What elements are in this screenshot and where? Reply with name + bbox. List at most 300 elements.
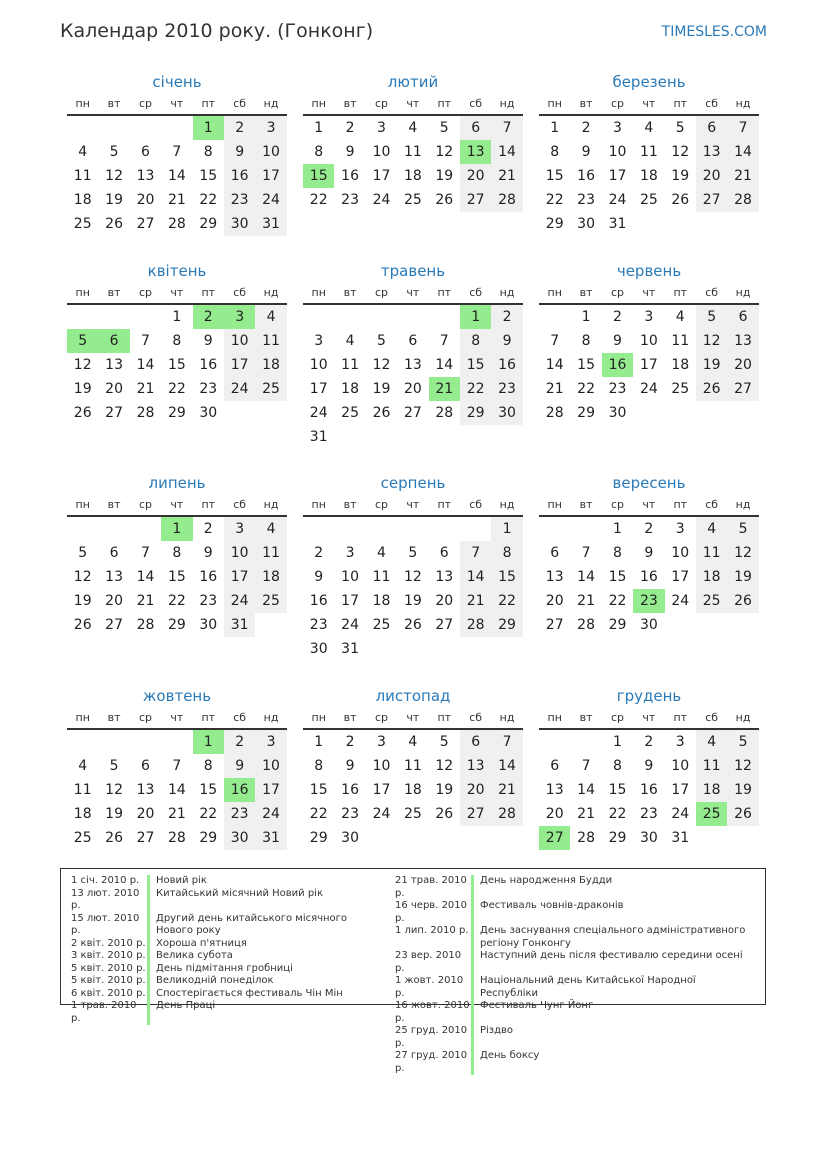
- day-cell: 27: [460, 188, 491, 212]
- day-cell: 23: [199, 381, 218, 397]
- day-cell: 2: [203, 521, 213, 537]
- day-cell: 7: [439, 333, 449, 349]
- weekday-label: чт: [642, 286, 656, 299]
- day-grid: [67, 517, 287, 637]
- day-cell: 5: [696, 305, 727, 329]
- day-cell: 18: [403, 168, 422, 184]
- day-cell: 5: [78, 545, 88, 561]
- weekday-label: чт: [406, 286, 420, 299]
- weekday-header: [539, 495, 759, 517]
- day-cell: 29: [199, 216, 218, 232]
- holiday-day: 16: [602, 353, 633, 377]
- day-cell: 2: [581, 120, 591, 136]
- day-cell: 8: [613, 545, 622, 561]
- weekday-label: пн: [547, 498, 562, 511]
- day-cell: 23: [491, 377, 522, 401]
- month-name: лютий: [387, 73, 439, 91]
- day-cell: 16: [639, 782, 658, 798]
- weekday-label: чт: [406, 711, 420, 724]
- weekday-label: пн: [547, 286, 562, 299]
- empty-cell: [539, 517, 570, 541]
- day-cell: 22: [167, 593, 186, 609]
- day-cell: 24: [671, 806, 690, 822]
- weekday-label: пт: [673, 498, 688, 511]
- day-cell: 8: [491, 541, 522, 565]
- weekday-label: сб: [469, 498, 483, 511]
- day-cell: 6: [109, 545, 119, 561]
- month-block: [303, 684, 523, 850]
- day-cell: 19: [727, 778, 758, 802]
- weekday-label: сб: [705, 97, 719, 110]
- weekday-header: [67, 283, 287, 305]
- weekday-label: нд: [263, 286, 279, 299]
- day-cell: 28: [491, 188, 522, 212]
- day-cell: 13: [136, 782, 155, 798]
- day-cell: 8: [314, 758, 324, 774]
- weekday-label: пн: [75, 498, 90, 511]
- legend-item: [395, 1050, 755, 1075]
- day-cell: 8: [550, 144, 560, 160]
- day-cell: 3: [314, 333, 324, 349]
- day-cell: 24: [309, 405, 328, 421]
- day-cell: 29: [545, 216, 564, 232]
- legend-item: [71, 950, 381, 963]
- day-cell: 8: [203, 144, 213, 160]
- day-grid: [539, 730, 759, 850]
- day-cell: 14: [491, 140, 522, 164]
- day-cell: 8: [581, 333, 591, 349]
- day-cell: 20: [136, 806, 155, 822]
- day-cell: 24: [372, 192, 391, 208]
- day-cell: 17: [224, 353, 255, 377]
- day-cell: 31: [341, 641, 359, 657]
- legend-item: [395, 925, 755, 950]
- weekday-label: пт: [201, 286, 216, 299]
- empty-cell: [98, 517, 129, 541]
- day-grid: [303, 116, 523, 212]
- day-cell: 28: [577, 830, 595, 846]
- day-cell: 16: [199, 357, 218, 373]
- empty-cell: [130, 730, 161, 754]
- day-cell: 13: [105, 357, 123, 373]
- day-cell: 3: [255, 730, 286, 754]
- day-cell: 1: [314, 734, 324, 750]
- day-cell: 27: [696, 188, 727, 212]
- empty-cell: [161, 730, 192, 754]
- legend-holiday-name: Фестиваль Чунг Йонг: [471, 1000, 593, 1025]
- empty-cell: [429, 305, 460, 329]
- day-cell: 25: [255, 589, 286, 613]
- day-cell: 23: [309, 617, 328, 633]
- weekday-label: чт: [406, 97, 420, 110]
- weekday-label: сб: [705, 286, 719, 299]
- day-cell: 26: [105, 830, 123, 846]
- legend-date: 21 трав. 2010 р.: [395, 875, 467, 899]
- legend-date: 13 лют. 2010 р.: [71, 887, 140, 911]
- empty-cell: [570, 517, 601, 541]
- month-name: жовтень: [142, 687, 212, 705]
- day-grid: [67, 116, 287, 236]
- day-cell: 7: [550, 333, 560, 349]
- weekday-label: пн: [311, 286, 326, 299]
- empty-cell: [130, 517, 161, 541]
- month-block: [539, 471, 759, 637]
- day-cell: 15: [167, 357, 186, 373]
- weekday-label: сб: [469, 711, 483, 724]
- day-cell: 30: [341, 830, 359, 846]
- day-cell: 17: [255, 164, 286, 188]
- day-cell: 19: [727, 565, 758, 589]
- day-cell: 3: [644, 309, 654, 325]
- day-cell: 25: [639, 192, 658, 208]
- day-cell: 9: [203, 333, 213, 349]
- weekday-label: пт: [201, 711, 216, 724]
- day-cell: 12: [435, 144, 454, 160]
- day-cell: 2: [345, 734, 355, 750]
- day-cell: 21: [545, 381, 564, 397]
- day-cell: 11: [255, 329, 286, 353]
- empty-cell: [98, 305, 129, 329]
- day-cell: 22: [199, 192, 218, 208]
- holiday-day: 13: [460, 140, 491, 164]
- day-cell: 12: [105, 168, 123, 184]
- day-cell: 26: [372, 405, 391, 421]
- day-cell: 12: [73, 569, 92, 585]
- day-cell: 5: [727, 730, 758, 754]
- weekday-label: пт: [673, 711, 688, 724]
- day-cell: 27: [460, 802, 491, 826]
- day-cell: 14: [460, 565, 491, 589]
- day-cell: 18: [73, 192, 92, 208]
- legend-holiday-name: Велика субота: [147, 950, 233, 963]
- month-block: [303, 259, 523, 449]
- day-grid: [539, 116, 759, 236]
- day-cell: 1: [491, 517, 522, 541]
- holiday-legend: [60, 868, 766, 1074]
- day-cell: 19: [671, 168, 690, 184]
- weekday-label: нд: [499, 498, 515, 511]
- day-cell: 4: [696, 730, 727, 754]
- empty-cell: [161, 116, 192, 140]
- weekday-label: нд: [499, 97, 515, 110]
- day-cell: 20: [435, 593, 454, 609]
- day-cell: 22: [608, 806, 627, 822]
- day-cell: 20: [545, 806, 564, 822]
- day-cell: 25: [403, 192, 422, 208]
- day-cell: 22: [167, 381, 186, 397]
- month-block: [303, 70, 523, 212]
- weekday-label: чт: [642, 498, 656, 511]
- day-cell: 11: [403, 144, 422, 160]
- legend-date: 6 квіт. 2010 р.: [71, 987, 146, 999]
- day-cell: 21: [727, 164, 758, 188]
- day-cell: 22: [309, 192, 328, 208]
- page-title: Календар 2010 року. (Гонконг): [60, 20, 374, 42]
- day-cell: 20: [727, 353, 758, 377]
- day-cell: 27: [727, 377, 758, 401]
- day-cell: 24: [608, 192, 627, 208]
- day-cell: 8: [613, 758, 622, 774]
- weekday-label: сб: [233, 97, 247, 110]
- empty-cell: [303, 305, 334, 329]
- legend-holiday-name: День боксу: [471, 1050, 539, 1075]
- weekday-label: нд: [263, 498, 279, 511]
- day-cell: 11: [639, 144, 658, 160]
- legend-holiday-name: Китайський місячний Новий рік: [147, 888, 323, 913]
- day-cell: 25: [696, 589, 727, 613]
- day-cell: 25: [341, 405, 359, 421]
- legend-holiday-name: Наступний день після фестивалю середини осені: [471, 950, 743, 975]
- weekday-label: ср: [138, 498, 152, 511]
- weekday-label: чт: [170, 498, 184, 511]
- day-cell: 30: [608, 405, 627, 421]
- holiday-day: 1: [161, 517, 192, 541]
- weekday-label: ср: [138, 711, 152, 724]
- weekday-label: вт: [343, 286, 357, 299]
- day-cell: 11: [341, 357, 359, 373]
- day-cell: 6: [696, 116, 727, 140]
- empty-cell: [130, 305, 161, 329]
- weekday-label: пт: [437, 286, 452, 299]
- weekday-label: ср: [138, 286, 152, 299]
- day-cell: 9: [644, 758, 654, 774]
- day-cell: 12: [73, 357, 92, 373]
- weekday-label: сб: [469, 286, 483, 299]
- day-cell: 28: [167, 216, 186, 232]
- day-cell: 8: [460, 329, 491, 353]
- weekday-label: пн: [311, 711, 326, 724]
- legend-item: [71, 888, 381, 913]
- day-cell: 21: [577, 806, 595, 822]
- day-cell: 23: [224, 802, 255, 826]
- day-cell: 7: [172, 144, 182, 160]
- legend-item: [395, 1025, 755, 1050]
- weekday-label: вт: [343, 711, 357, 724]
- day-cell: 16: [639, 569, 658, 585]
- day-cell: 15: [309, 782, 328, 798]
- empty-cell: [303, 517, 334, 541]
- day-cell: 6: [141, 144, 150, 160]
- day-cell: 19: [403, 593, 422, 609]
- day-cell: 14: [136, 357, 155, 373]
- holiday-day: 1: [460, 305, 491, 329]
- day-cell: 15: [545, 168, 564, 184]
- day-cell: 6: [141, 758, 150, 774]
- legend-date: 5 квіт. 2010 р.: [71, 962, 146, 974]
- day-cell: 4: [675, 309, 685, 325]
- day-cell: 6: [408, 333, 418, 349]
- weekday-label: нд: [735, 711, 751, 724]
- day-cell: 11: [255, 541, 286, 565]
- weekday-label: ср: [610, 97, 624, 110]
- legend-holiday-name: Великодній понеділок: [147, 975, 274, 988]
- weekday-label: вт: [107, 711, 121, 724]
- empty-cell: [67, 517, 98, 541]
- empty-cell: [334, 517, 365, 541]
- weekday-label: пт: [437, 498, 452, 511]
- empty-cell: [539, 730, 570, 754]
- month-block: [67, 70, 287, 236]
- empty-cell: [429, 517, 460, 541]
- month-block: [303, 471, 523, 661]
- weekday-label: пн: [311, 498, 326, 511]
- day-cell: 19: [435, 168, 454, 184]
- month-name: вересень: [612, 474, 686, 492]
- day-cell: 9: [345, 144, 355, 160]
- day-cell: 2: [224, 116, 255, 140]
- weekday-header: [303, 495, 523, 517]
- legend-holiday-name: День Праці: [147, 1000, 215, 1025]
- weekday-label: нд: [499, 286, 515, 299]
- day-cell: 6: [439, 545, 449, 561]
- day-grid: [67, 305, 287, 425]
- day-cell: 20: [696, 164, 727, 188]
- legend-item: [395, 950, 755, 975]
- legend-item: [71, 975, 381, 988]
- legend-item: [71, 875, 381, 888]
- day-cell: 21: [460, 589, 491, 613]
- day-cell: 6: [460, 730, 491, 754]
- day-grid: [539, 517, 759, 637]
- legend-date: 5 квіт. 2010 р.: [71, 975, 146, 986]
- legend-item: [71, 1000, 381, 1025]
- day-cell: 14: [577, 782, 595, 798]
- day-cell: 18: [255, 565, 286, 589]
- day-cell: 9: [613, 333, 622, 349]
- day-cell: 22: [491, 589, 522, 613]
- day-cell: 18: [671, 357, 690, 373]
- weekday-header: [67, 94, 287, 116]
- holiday-day: 2: [193, 305, 224, 329]
- day-cell: 28: [136, 405, 155, 421]
- legend-item: [395, 900, 755, 925]
- day-cell: 5: [439, 120, 449, 136]
- empty-cell: [67, 305, 98, 329]
- day-cell: 20: [105, 381, 123, 397]
- weekday-label: вт: [107, 97, 121, 110]
- legend-holiday-name: Фестиваль човнів-драконів: [471, 900, 624, 925]
- day-cell: 2: [345, 120, 355, 136]
- day-cell: 20: [460, 778, 491, 802]
- weekday-label: ср: [374, 97, 388, 110]
- day-cell: 21: [491, 164, 522, 188]
- weekday-header: [303, 283, 523, 305]
- day-cell: 23: [199, 593, 218, 609]
- day-cell: 4: [408, 120, 418, 136]
- day-cell: 16: [491, 353, 522, 377]
- weekday-label: вт: [343, 498, 357, 511]
- site-link[interactable]: TIMESLES.COM: [661, 24, 767, 40]
- legend-date: 16 черв. 2010 р.: [395, 900, 468, 924]
- month-block: [539, 259, 759, 425]
- day-cell: 30: [309, 641, 328, 657]
- day-cell: 25: [255, 377, 286, 401]
- day-cell: 27: [136, 216, 155, 232]
- day-cell: 4: [255, 517, 286, 541]
- day-cell: 2: [491, 305, 522, 329]
- day-cell: 1: [172, 309, 182, 325]
- day-cell: 16: [224, 164, 255, 188]
- month-name: травень: [380, 262, 446, 280]
- month-block: [67, 259, 287, 425]
- empty-cell: [98, 730, 129, 754]
- day-cell: 18: [639, 168, 658, 184]
- legend-date: 16 жовт. 2010 р.: [395, 1000, 470, 1024]
- day-cell: 22: [309, 806, 328, 822]
- empty-cell: [67, 730, 98, 754]
- legend-holiday-name: День заснування спеціального адміністративного регіону Гонконгу: [471, 925, 755, 950]
- weekday-label: вт: [107, 498, 121, 511]
- empty-cell: [397, 305, 428, 329]
- day-cell: 13: [460, 754, 491, 778]
- day-cell: 26: [727, 802, 758, 826]
- month-name: червень: [616, 262, 682, 280]
- day-cell: 6: [727, 305, 758, 329]
- day-cell: 31: [671, 830, 690, 846]
- day-cell: 18: [696, 778, 727, 802]
- day-cell: 23: [608, 381, 627, 397]
- day-cell: 10: [255, 754, 286, 778]
- day-cell: 28: [435, 405, 454, 421]
- day-cell: 4: [78, 144, 88, 160]
- day-cell: 17: [224, 565, 255, 589]
- day-cell: 5: [675, 120, 685, 136]
- day-cell: 30: [224, 826, 255, 850]
- day-cell: 17: [255, 778, 286, 802]
- day-cell: 11: [73, 782, 92, 798]
- day-cell: 7: [141, 333, 150, 349]
- day-cell: 4: [644, 120, 654, 136]
- legend-date: 15 лют. 2010 р.: [71, 912, 140, 936]
- day-cell: 8: [172, 333, 182, 349]
- day-cell: 23: [341, 192, 359, 208]
- day-cell: 27: [136, 830, 155, 846]
- weekday-label: ср: [610, 286, 624, 299]
- day-cell: 31: [255, 826, 286, 850]
- day-cell: 12: [105, 782, 123, 798]
- day-cell: 18: [73, 806, 92, 822]
- day-cell: 9: [224, 140, 255, 164]
- weekday-label: нд: [499, 711, 515, 724]
- day-cell: 18: [372, 593, 391, 609]
- day-cell: 5: [727, 517, 758, 541]
- day-cell: 7: [581, 545, 591, 561]
- day-cell: 22: [545, 192, 564, 208]
- day-cell: 3: [675, 521, 685, 537]
- day-cell: 15: [460, 353, 491, 377]
- day-cell: 28: [577, 617, 595, 633]
- day-cell: 30: [199, 617, 218, 633]
- day-cell: 29: [167, 405, 186, 421]
- weekday-label: сб: [233, 711, 247, 724]
- holiday-day: 3: [224, 305, 255, 329]
- day-cell: 28: [491, 802, 522, 826]
- day-cell: 22: [577, 381, 595, 397]
- weekday-header: [303, 708, 523, 730]
- day-cell: 29: [491, 613, 522, 637]
- day-cell: 5: [109, 758, 119, 774]
- day-cell: 1: [613, 521, 622, 537]
- holiday-day: 5: [67, 329, 98, 353]
- weekday-label: сб: [233, 286, 247, 299]
- weekday-header: [539, 94, 759, 116]
- legend-date: 27 груд. 2010 р.: [395, 1050, 468, 1074]
- day-cell: 25: [73, 216, 92, 232]
- weekday-label: вт: [579, 97, 593, 110]
- day-cell: 13: [727, 329, 758, 353]
- day-cell: 10: [372, 144, 391, 160]
- day-cell: 13: [545, 569, 564, 585]
